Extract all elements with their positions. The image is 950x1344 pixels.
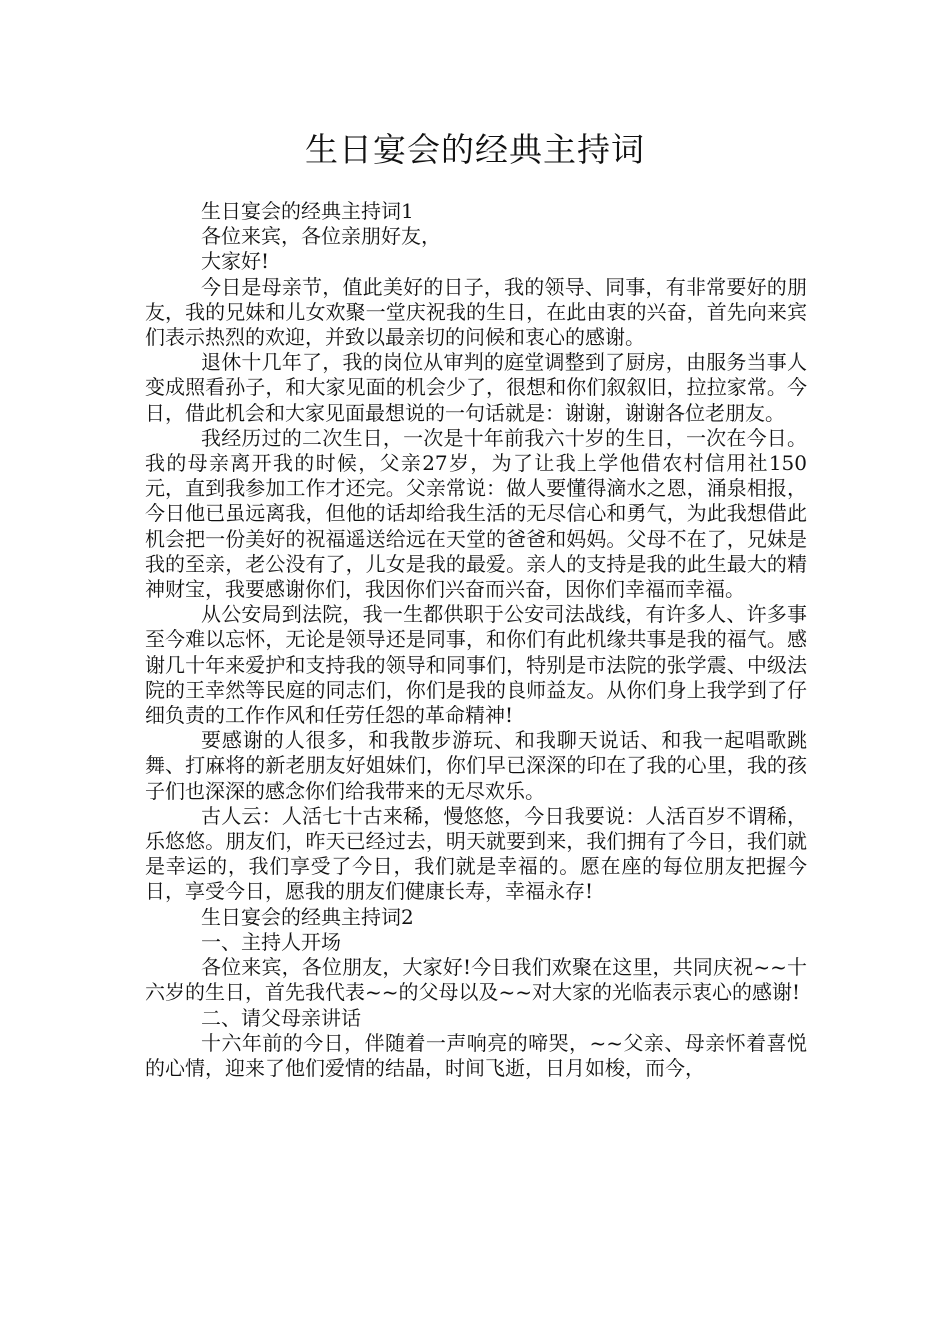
body-paragraph: 今日是母亲节，值此美好的日子，我的领导、同事，有非常要好的朋友，我的兄妹和儿女欢聚一堂庆祝我的生日，在此由衷的兴奋，首先向来宾们表示热烈的欢迎，并致以最亲切的问候和衷心的感谢。	[145, 274, 807, 350]
document-body	[145, 199, 807, 1081]
greeting-line: 大家好!	[201, 249, 270, 274]
subsection-heading: 二、请父母亲讲话	[201, 1005, 361, 1030]
section-heading: 生日宴会的经典主持词1	[201, 199, 414, 223]
section-heading: 生日宴会的经典主持词2	[201, 904, 414, 929]
page-title: 生日宴会的经典主持词	[305, 130, 645, 169]
greeting-line: 各位来宾，各位亲朋好友，	[201, 224, 441, 249]
body-paragraph: 从公安局到法院，我一生都供职于公安司法战线，有许多人、许多事至今难以忘怀，无论是领导还是同事，和你们有此机缘共事是我的福气。感谢几十年来爱护和支持我的领导和同事们，特别是市法院的张学震、中级法院的王幸然等民庭的同志们，你们是我的良师益友。从你们身上我学到了仔细负责的工作作风和任劳任怨的革命精神!	[145, 602, 807, 728]
body-paragraph: 各位来宾，各位朋友，大家好!今日我们欢聚在这里，共同庆祝~~十六岁的生日，首先我代表~~的父母以及~~对大家的光临表示衷心的感谢!	[145, 955, 807, 1005]
body-paragraph: 十六年前的今日，伴随着一声响亮的啼哭，~~父亲、母亲怀着喜悦的心情，迎来了他们爱情的结晶，时间飞逝，日月如梭，而今，	[145, 1030, 807, 1080]
body-paragraph: 要感谢的人很多，和我散步游玩、和我聊天说话、和我一起唱歌跳舞、打麻将的新老朋友好姐妹们，你们早已深深的印在了我的心里，我的孩子们也深深的感念你们给我带来的无尽欢乐。	[145, 728, 807, 803]
subsection-heading: 一、主持人开场	[201, 929, 341, 954]
body-paragraph: 退休十几年了，我的岗位从审判的庭堂调整到了厨房，由服务当事人变成照看孙子，和大家见面的机会少了，很想和你们叙叙旧，拉拉家常。今日，借此机会和大家见面最想说的一句话就是：谢谢，谢谢各位老朋友。	[145, 350, 807, 425]
body-paragraph: 我经历过的二次生日，一次是十年前我六十岁的生日，一次在今日。我的母亲离开我的时候，父亲27岁，为了让我上学他借农村信用社150元，直到我参加工作才还完。父亲常说：做人要懂得滴水之恩，涌泉相报，今日他已虽远离我，但他的话却给我生活的无尽信心和勇气，为此我想借此机会把一份美好的祝福遥送给远在天堂的爸爸和妈妈。父母不在了，兄妹是我的至亲，老公没有了，儿女是我的最爱。亲人的支持是我的此生最大的精神财宝，我要感谢你们，我因你们兴奋而兴奋，因你们幸福而幸福。	[145, 425, 807, 602]
body-paragraph: 古人云：人活七十古来稀，慢悠悠，今日我要说：人活百岁不谓稀，乐悠悠。朋友们，昨天已经过去，明天就要到来，我们拥有了今日，我们就是幸运的，我们享受了今日，我们就是幸福的。愿在座的每位朋友把握今日，享受今日，愿我的朋友们健康长寿，幸福永存!	[145, 803, 807, 904]
